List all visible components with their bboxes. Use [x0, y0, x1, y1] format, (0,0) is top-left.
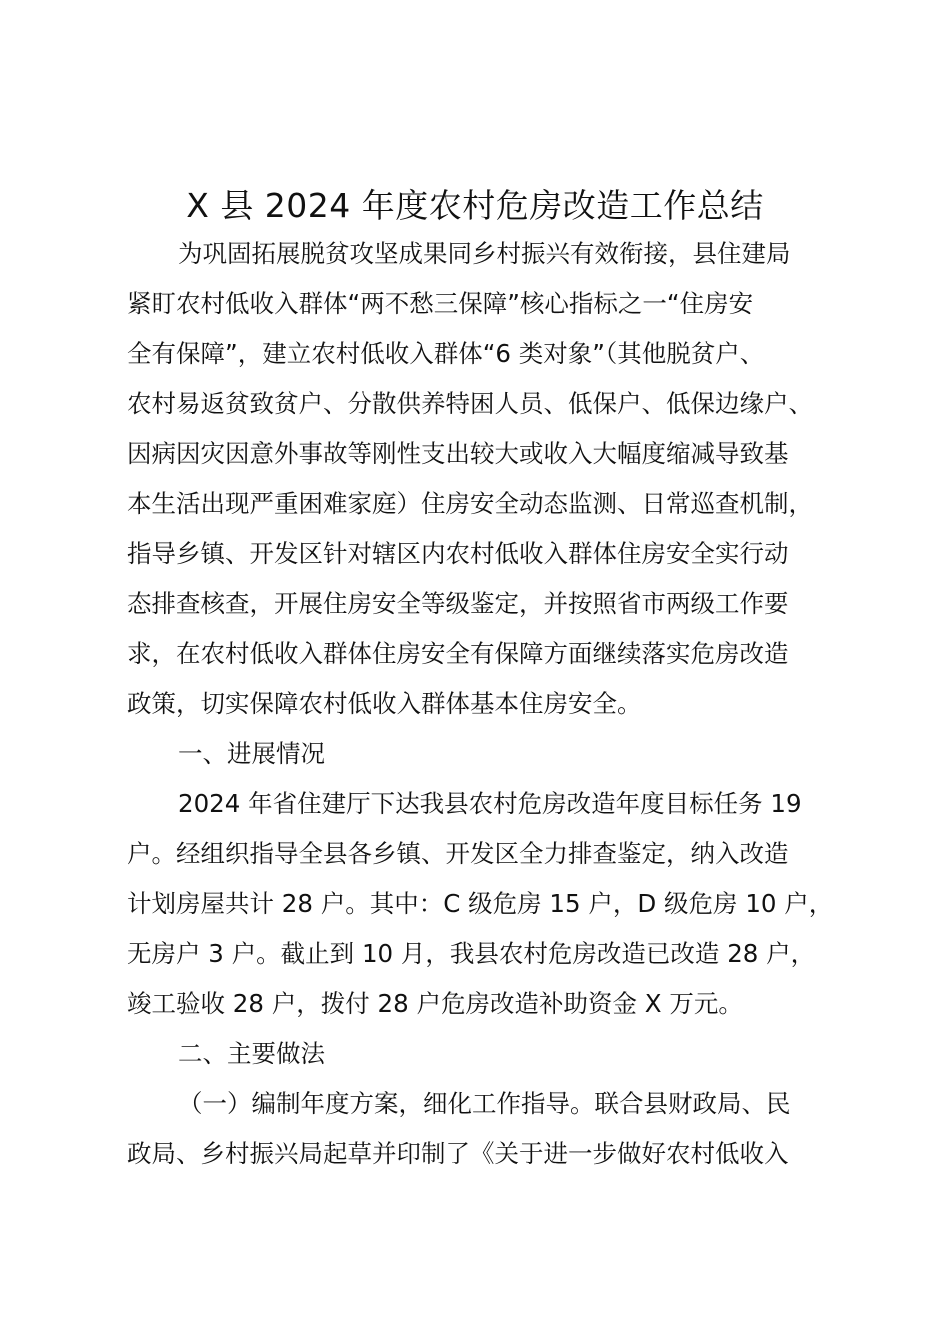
paragraph-line: 求，在农村低收入群体住房安全有保障方面继续落实危房改造 [127, 639, 789, 668]
section-heading: 二、主要做法 [178, 1039, 325, 1068]
paragraph-line: 政局、乡村振兴局起草并印制了《关于进一步做好农村低收入 [127, 1139, 789, 1168]
paragraph-line: （一）编制年度方案，细化工作指导。联合县财政局、民 [178, 1089, 791, 1118]
paragraph-line: 因病因灾因意外事故等刚性支出较大或收入大幅度缩减导致基 [127, 439, 789, 468]
paragraph-line: 无房户 3 户。截止到 10 月，我县农村危房改造已改造 28 户， [127, 939, 816, 968]
paragraph-line: 紧盯农村低收入群体“两不愁三保障”核心指标之一“住房安 [127, 289, 754, 318]
section-heading: 一、进展情况 [178, 739, 325, 768]
paragraph-line: 指导乡镇、开发区针对辖区内农村低收入群体住房安全实行动 [127, 539, 789, 568]
paragraph-line: 户。经组织指导全县各乡镇、开发区全力排查鉴定，纳入改造 [127, 839, 789, 868]
paragraph-line: 全有保障”，建立农村低收入群体“6 类对象”（其他脱贫户、 [127, 339, 765, 368]
paragraph-line: 计划房屋共计 28 户。其中：C 级危房 15 户，D 级危房 10 户， [127, 889, 834, 918]
paragraph-line: 2024 年省住建厅下达我县农村危房改造年度目标任务 19 [178, 789, 802, 818]
paragraph-line: 为巩固拓展脱贫攻坚成果同乡村振兴有效衔接，县住建局 [178, 239, 791, 268]
paragraph-line: 本生活出现严重困难家庭）住房安全动态监测、日常巡查机制， [127, 489, 813, 518]
document-title: X 县 2024 年度农村危房改造工作总结 [186, 186, 764, 225]
paragraph-line: 农村易返贫致贫户、分散供养特困人员、低保户、低保边缘户、 [127, 389, 813, 418]
paragraph-line: 政策，切实保障农村低收入群体基本住房安全。 [127, 689, 642, 718]
paragraph-line: 态排查核查，开展住房安全等级鉴定，并按照省市两级工作要 [127, 589, 789, 618]
paragraph-line: 竣工验收 28 户，拨付 28 户危房改造补助资金 X 万元。 [127, 989, 743, 1018]
